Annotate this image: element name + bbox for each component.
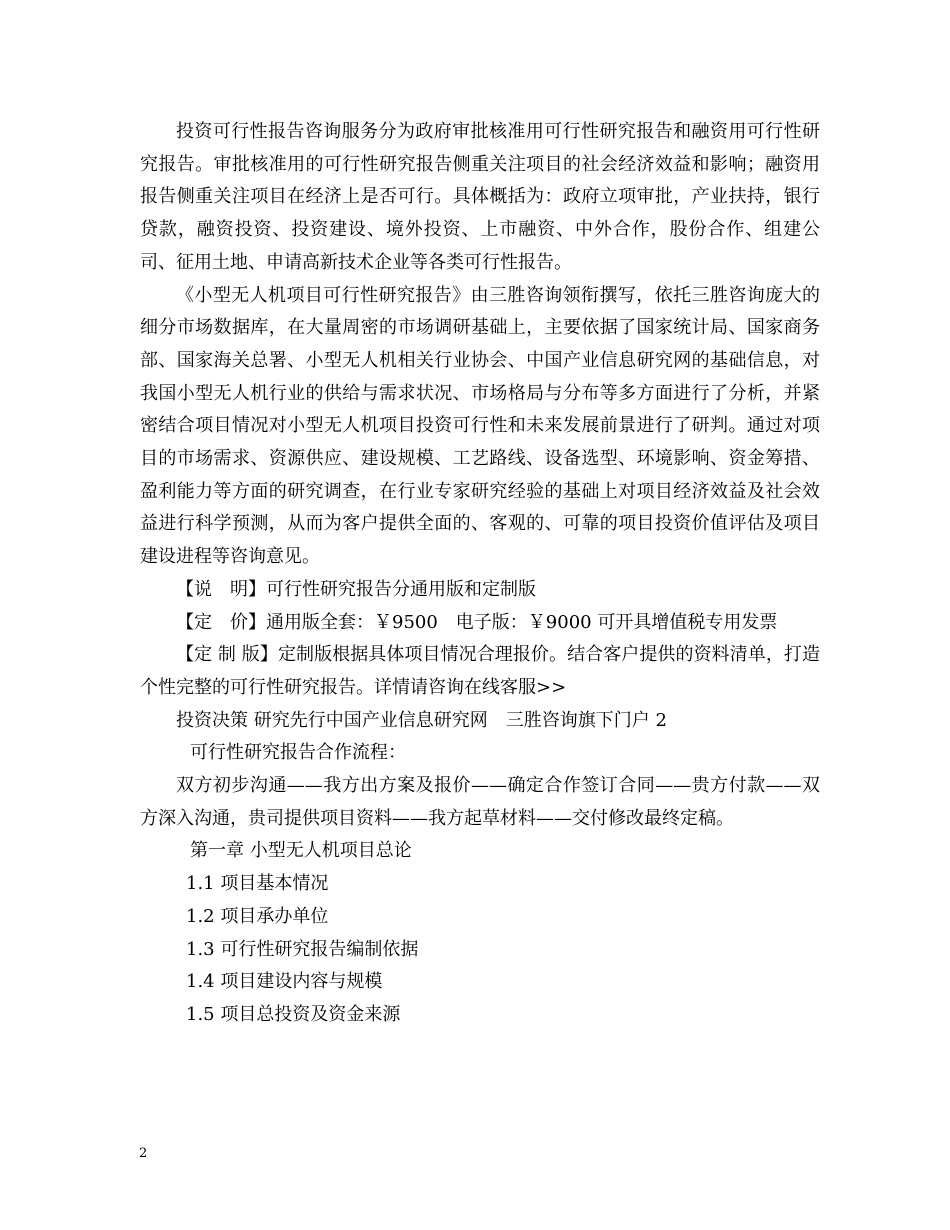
paragraph-process-heading: 可行性研究报告合作流程： (190, 742, 406, 764)
toc-chapter-title: 第一章 小型无人机项目总论 (190, 840, 412, 862)
paragraph-process-steps: 双方初步沟通——我方出方案及报价——确定合作签订合同——贵方付款——双方深入沟通，贵司提供项目资料——我方起草材料——交付修改最终定稿。 (140, 775, 820, 829)
paragraph-note: 【说 明】可行性研究报告分通用版和定制版 (176, 578, 536, 600)
paragraph-price: 【定 价】通用版全套：￥9500 电子版：￥9000 可开具增值税专用发票 (176, 611, 778, 633)
paragraph-portal-slogan: 投资决策 研究先行中国产业信息研究网 三胜咨询旗下门户 2 (176, 709, 667, 731)
paragraph-report-description: 《小型无人机项目可行性研究报告》由三胜咨询领衔撰写，依托三胜咨询庞大的细分市场数据库，在大量周密的市场调研基础上，主要依据了国家统计局、国家商务部、国家海关总署、小型无人机相关行业协会、中国产业信息研究网的基础信息，对我国小型无人机行业的供给与需求状况、市场格局与分布等多方面进行了分析，并紧密结合项目情况对小型无人机项目投资可行性和未来发展前景进行了研判。通过对项目的市场需求、资源供应、建设规模、工艺路线、设备选型、环境影响、资金筹措、盈利能力等方面的研究调查，在行业专家研究经验的基础上对项目经济效益及社会效益进行科学预测，从而为客户提供全面的、客观的、可靠的项目投资价值评估及项目建设进程等咨询意见。 (140, 284, 820, 568)
toc-item: 1.1 项目基本情况 (186, 873, 329, 895)
toc-item: 1.5 项目总投资及资金来源 (186, 1003, 401, 1025)
page-number: 2 (139, 1146, 148, 1161)
toc-item: 1.4 项目建设内容与规模 (186, 971, 383, 993)
toc-item: 1.2 项目承办单位 (186, 905, 329, 927)
toc-item: 1.3 可行性研究报告编制依据 (186, 938, 419, 960)
document-body (140, 116, 820, 1032)
paragraph-service-intro: 投资可行性报告咨询服务分为政府审批核准用可行性研究报告和融资用可行性研究报告。审批核准用的可行性研究报告侧重关注项目的社会经济效益和影响；融资用报告侧重关注项目在经济上是否可行。具体概括为：政府立项审批，产业扶持，银行贷款，融资投资、投资建设、境外投资、上市融资、中外合作，股份合作、组建公司、征用土地、申请高新技术企业等各类可行性报告。 (140, 121, 820, 273)
paragraph-custom-edition: 【定 制 版】定制版根据具体项目情况合理报价。结合客户提供的资料清单，打造个性完整的可行性研究报告。详情请咨询在线客服>> (140, 644, 820, 698)
